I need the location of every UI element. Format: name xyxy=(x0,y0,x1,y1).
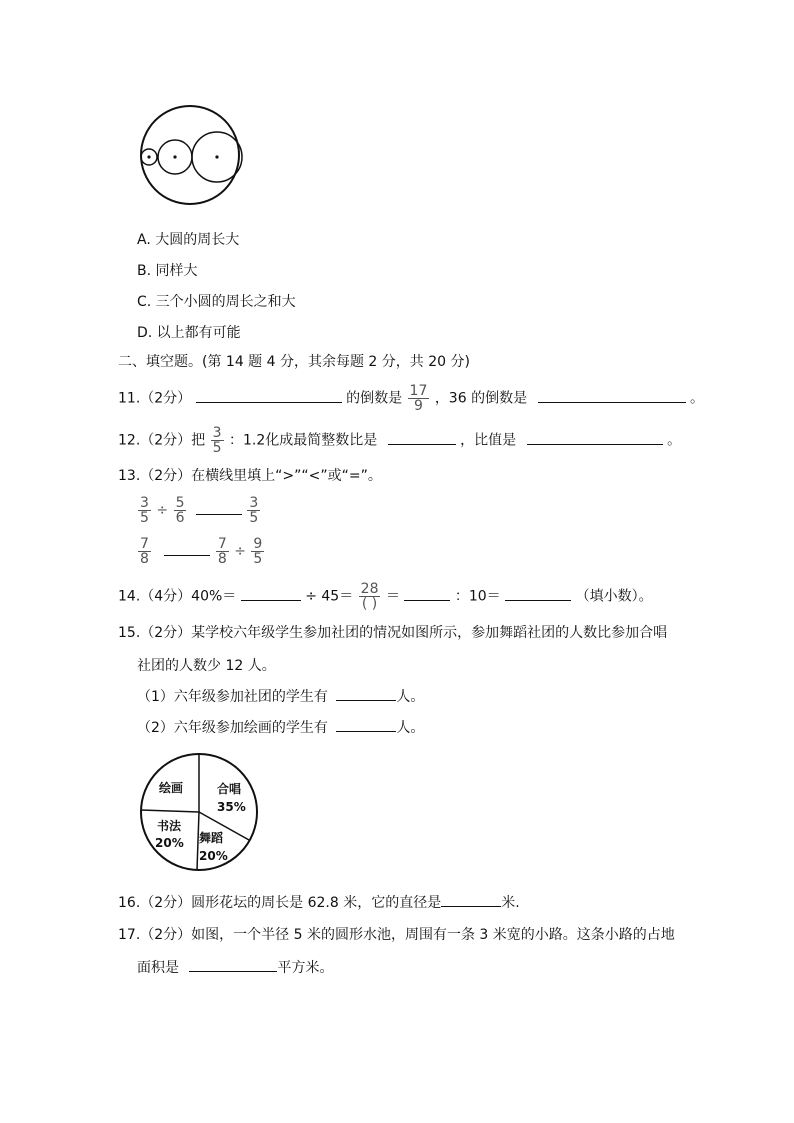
question-15-line-1: 15.（2分）某学校六年级学生参加社团的情况如图所示，参加舞蹈社团的人数比参加合唱 xyxy=(118,625,668,641)
question-11: 11.（2分） 的倒数是 $\frac{17}{9}$ ，36 的倒数是 。 xyxy=(118,383,704,414)
circles-figure xyxy=(135,100,245,210)
question-13: 13.（2分）在横线里填上“>”“<”或“=”。 xyxy=(118,468,382,484)
question-15-sub-2: （2）六年级参加绘画的学生有 人。 xyxy=(137,717,424,737)
pie-label-choir: 合唱 xyxy=(217,782,242,796)
answer-blank[interactable] xyxy=(505,586,571,601)
answer-blank[interactable] xyxy=(538,388,686,403)
question-12: 12.（2分）把 $\frac{3}{5}$ ：1.2化成最简整数比是 ，比值是 。 xyxy=(118,425,682,456)
answer-blank[interactable] xyxy=(336,686,396,701)
pie-value-calligraphy: 20% xyxy=(155,836,184,850)
answer-blank[interactable] xyxy=(388,430,456,445)
option-d: D. 以上都有可能 xyxy=(137,325,241,341)
answer-blank[interactable] xyxy=(196,388,342,403)
q13-row-2: $\frac{7}{8}$ $\frac{7}{8}$ ÷ $\frac{9}{5}$ xyxy=(140,536,263,567)
question-15-line-2: 社团的人数少 12 人。 xyxy=(137,658,276,674)
answer-blank[interactable] xyxy=(189,957,277,972)
option-a: A. 大圆的周长大 xyxy=(137,232,240,248)
question-16: 16.（2分）圆形花坛的周长是 62.8 米，它的直径是 米. xyxy=(118,892,520,913)
fraction: $\frac{3}{5}$ xyxy=(212,425,222,456)
fraction: $\frac{28}{( )}$ xyxy=(360,581,379,612)
q13-row-1: $\frac{3}{5}$ ÷ $\frac{5}{6}$ $\frac{3}{5}$ xyxy=(140,495,259,526)
section-heading: 二、填空题。(第 14 题 4 分，其余每题 2 分，共 20 分) xyxy=(118,354,470,370)
compare-blank[interactable] xyxy=(196,500,242,515)
question-17-line-1: 17.（2分）如图，一个半径 5 米的圆形水池，周围有一条 3 米宽的小路。这条小路的占地 xyxy=(118,927,675,943)
pie-label-calligraphy: 书法 xyxy=(157,819,182,833)
fraction: $\frac{17}{9}$ xyxy=(409,383,428,414)
compare-blank[interactable] xyxy=(164,541,210,556)
answer-blank[interactable] xyxy=(241,586,301,601)
option-c: C. 三个小圆的周长之和大 xyxy=(137,294,296,310)
pie-label-painting: 绘画 xyxy=(159,781,184,795)
pie-value-dance: 20% xyxy=(199,849,228,863)
option-b: B. 同样大 xyxy=(137,263,198,279)
answer-blank[interactable] xyxy=(336,717,396,732)
answer-blank[interactable] xyxy=(441,892,501,907)
pie-label-dance: 舞蹈 xyxy=(199,831,224,845)
answer-blank[interactable] xyxy=(527,430,663,445)
question-15-sub-1: （1）六年级参加社团的学生有 人。 xyxy=(137,686,424,706)
big-circle xyxy=(141,106,239,204)
club-pie-chart xyxy=(137,750,261,874)
pie-value-choir: 35% xyxy=(217,800,246,814)
question-17-line-2: 面积是 平方米。 xyxy=(137,957,333,977)
question-14: 14.（4分）40%＝ ÷ 45＝ $\frac{28}{( )}$ ＝ ：10＝ （填小数）。 xyxy=(118,581,653,612)
answer-blank[interactable] xyxy=(404,586,450,601)
